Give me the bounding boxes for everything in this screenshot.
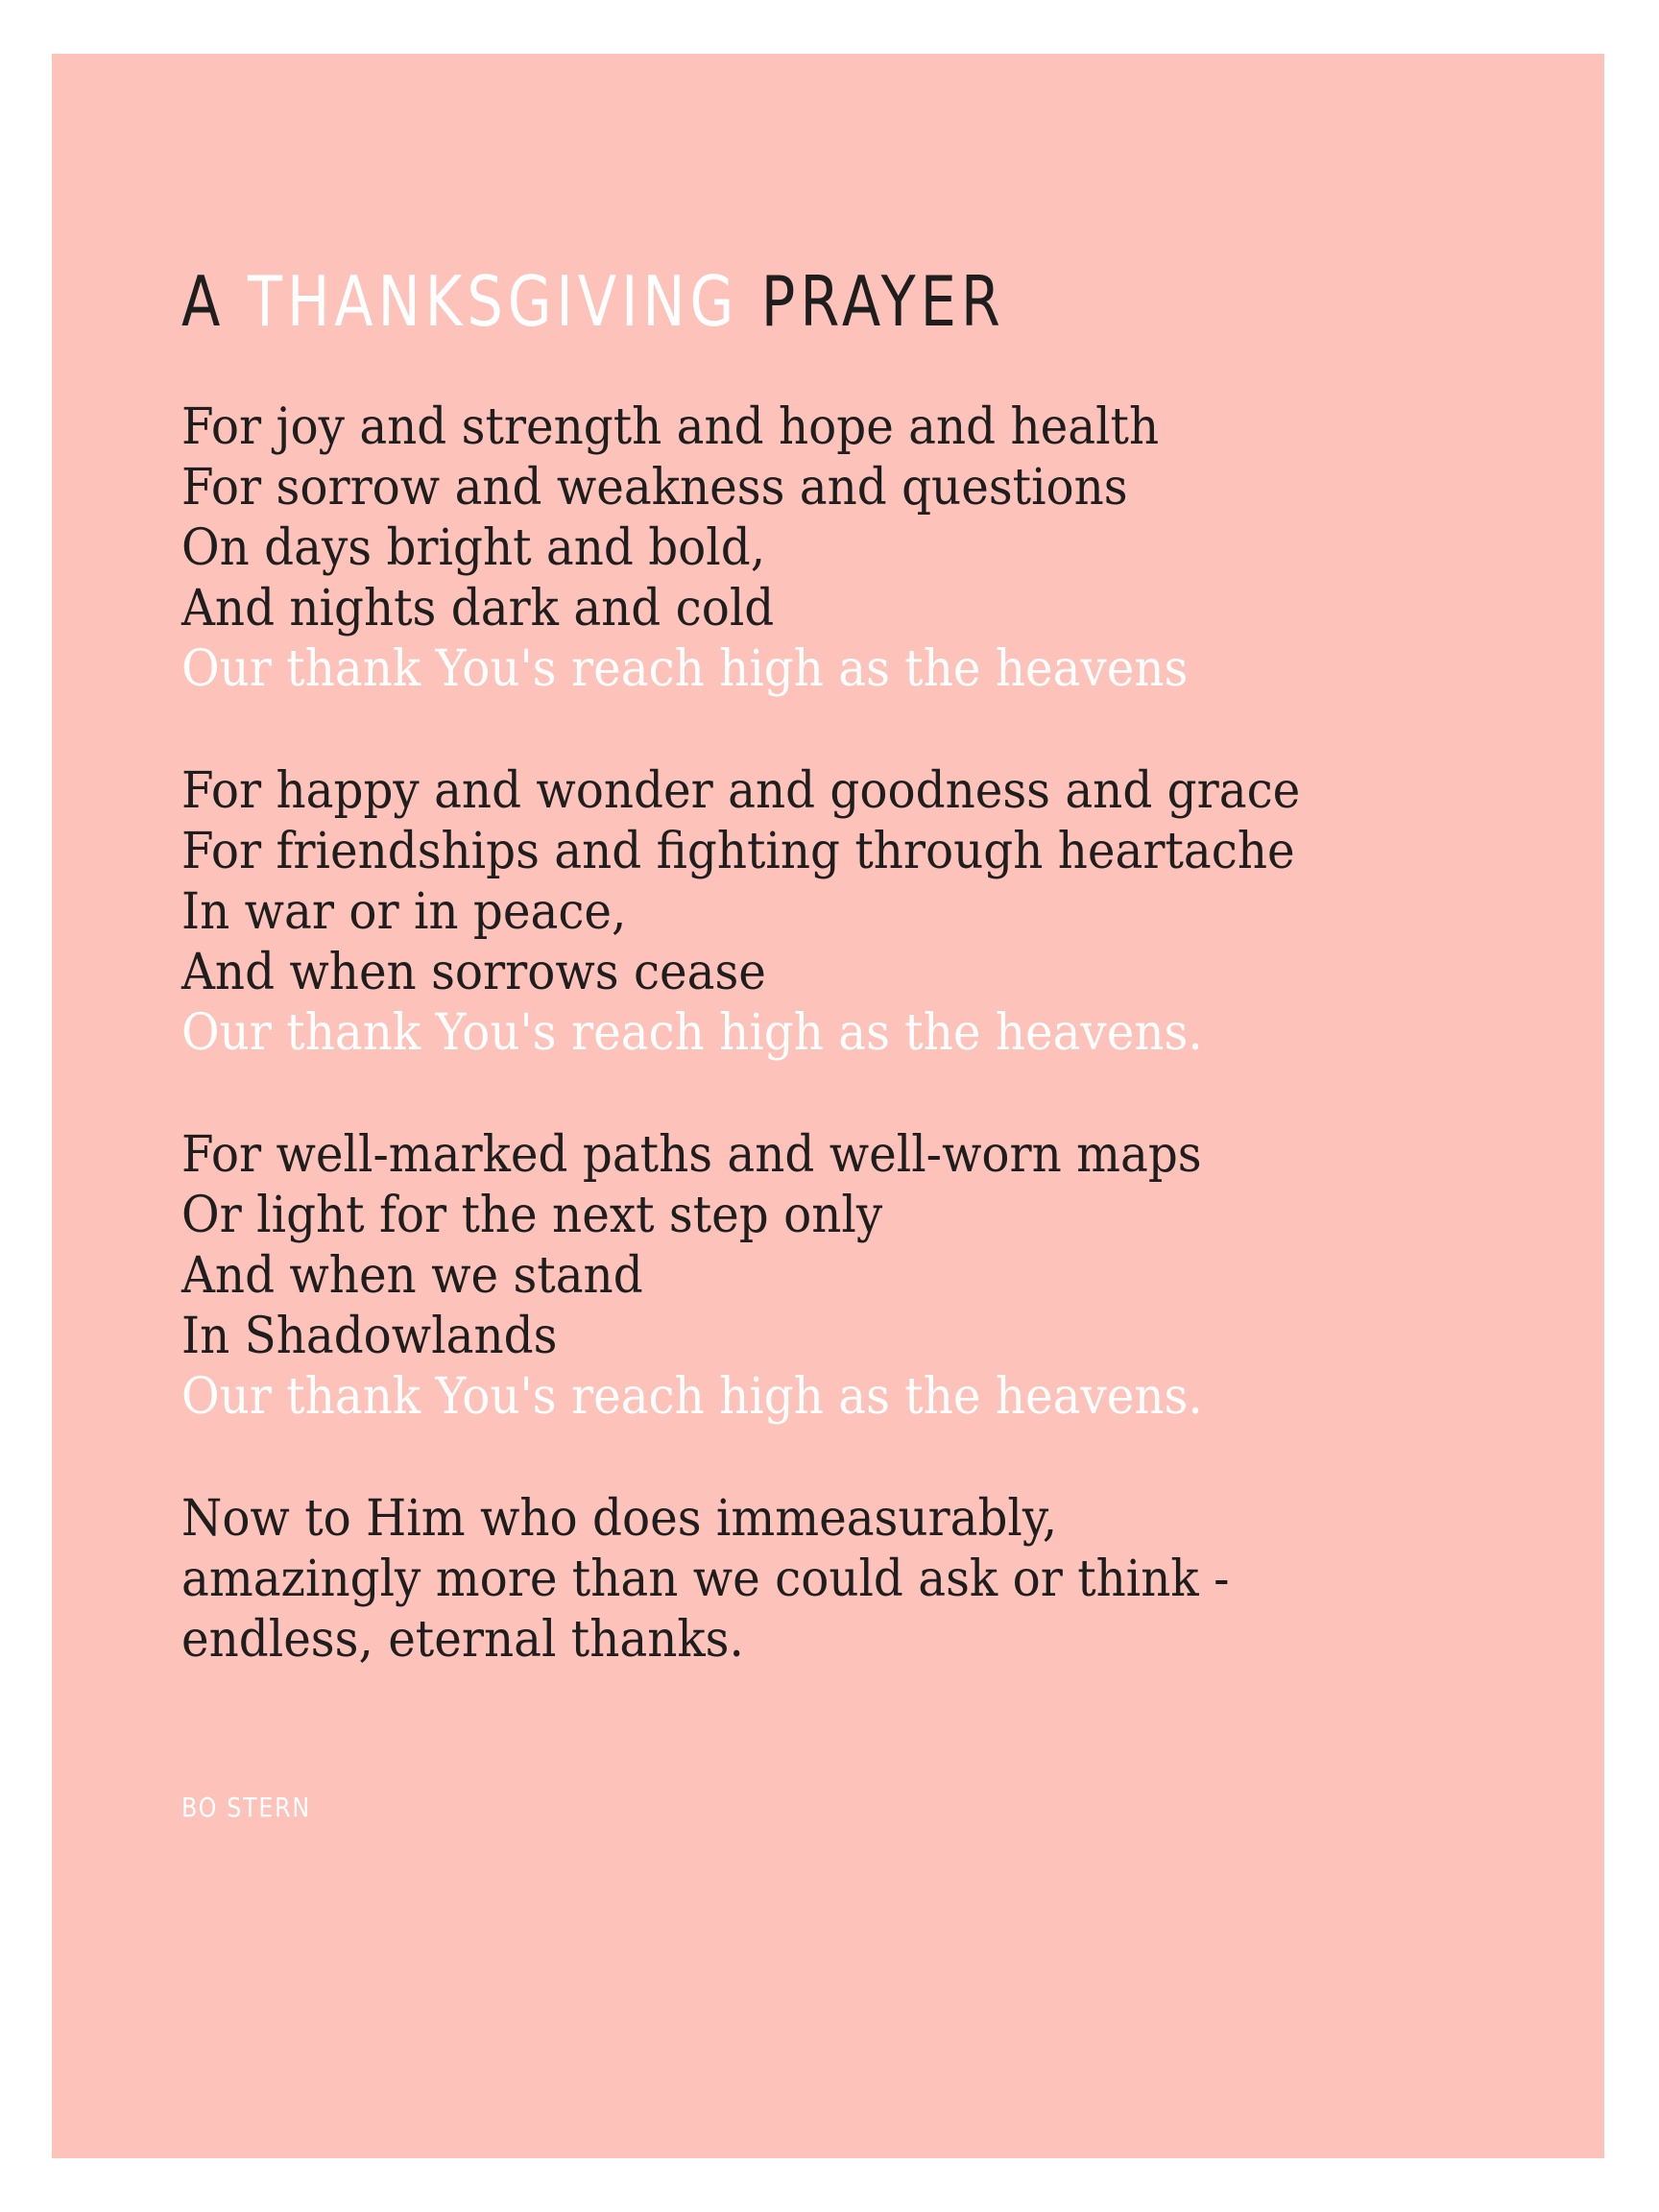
poem-card <box>52 54 1604 2158</box>
title-accent-word: THANKSGIVING <box>247 261 739 342</box>
poem-line: In war or in peace, <box>181 883 627 941</box>
poem-line: For well-marked paths and well-worn maps <box>181 1126 1202 1184</box>
poem-line: On days bright and bold, <box>181 519 766 577</box>
refrain-line: Our thank You's reach high as the heavens <box>181 640 1189 698</box>
stanza-2 <box>181 761 1526 1064</box>
poem-line: Or light for the next step only <box>181 1187 883 1244</box>
title-part-a: A <box>181 261 248 342</box>
poem-content <box>181 255 1526 1823</box>
poem-line: amazingly more than we could ask or think - <box>181 1551 1230 1608</box>
poem-line: Now to Him who does immeasurably, <box>181 1490 1058 1548</box>
refrain-line: Our thank You's reach high as the heavens. <box>181 1004 1203 1062</box>
stanza-3 <box>181 1125 1526 1428</box>
stanza-1 <box>181 397 1526 700</box>
author-name: BO STERN <box>181 1791 311 1823</box>
poem-title <box>181 255 1284 348</box>
poem-line: For sorrow and weakness and questions <box>181 459 1128 517</box>
poem-line: For happy and wonder and goodness and grace <box>181 762 1301 820</box>
poem-line: And nights dark and cold <box>181 580 775 637</box>
poem-line: In Shadowlands <box>181 1308 558 1365</box>
title-part-prayer: PRAYER <box>738 261 1005 342</box>
poem-body <box>181 397 1526 1671</box>
poem-line: endless, eternal thanks. <box>181 1611 744 1669</box>
stanza-4 <box>181 1489 1526 1671</box>
poem-line: And when we stand <box>181 1247 643 1305</box>
poem-line: For joy and strength and hope and health <box>181 398 1160 456</box>
poem-line: For friendships and fighting through heartache <box>181 823 1295 880</box>
refrain-line: Our thank You's reach high as the heavens. <box>181 1368 1203 1426</box>
poem-line: And when sorrows cease <box>181 944 766 1001</box>
